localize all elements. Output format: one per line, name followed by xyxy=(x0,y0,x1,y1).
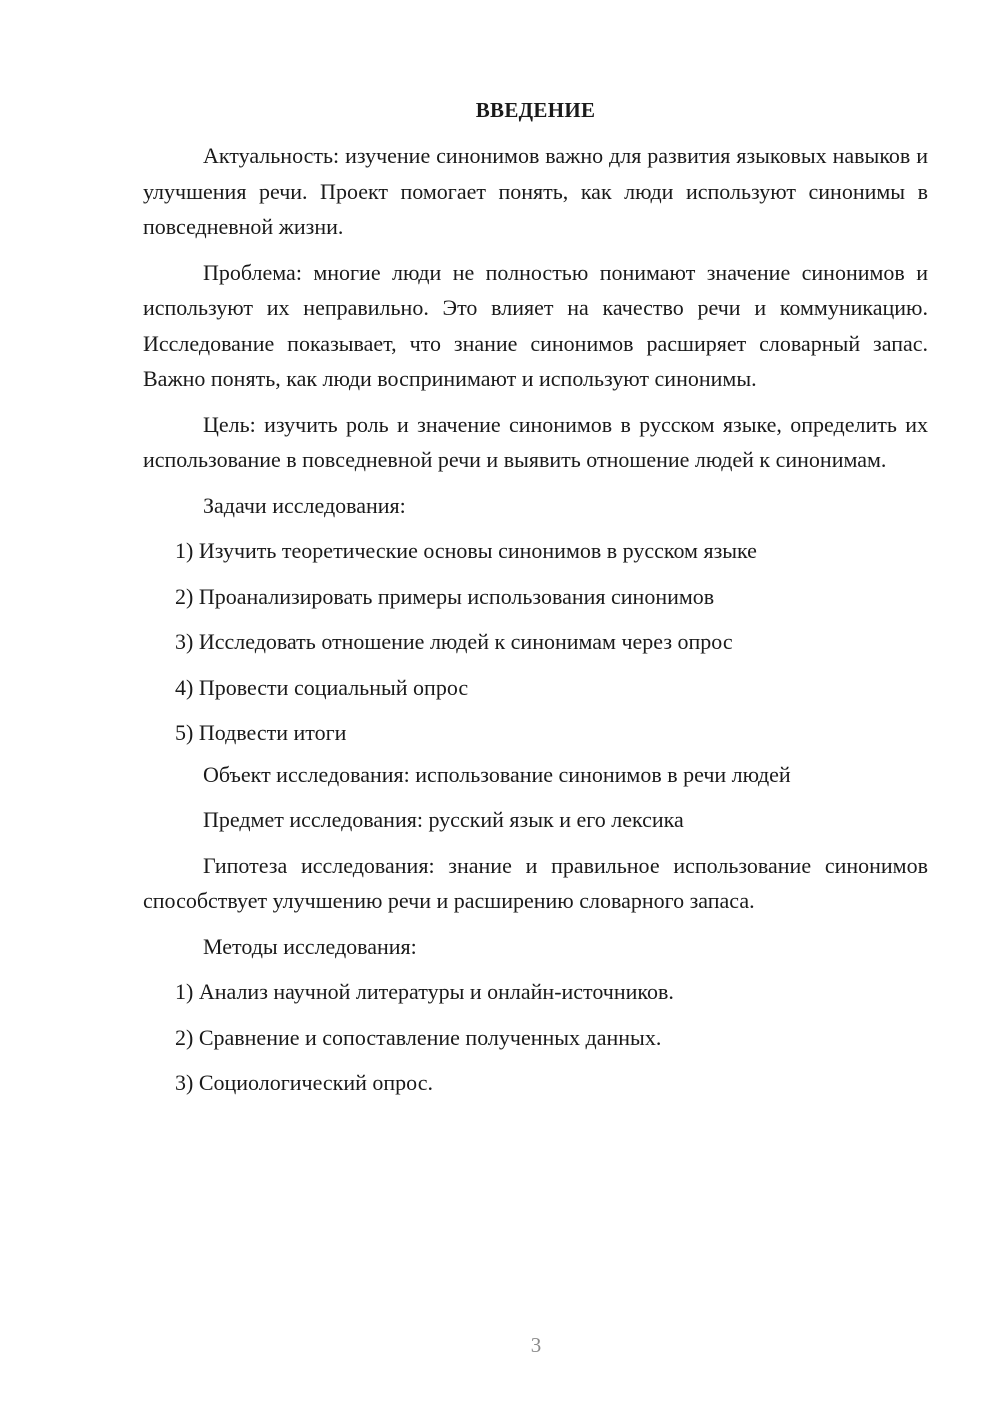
document-page xyxy=(143,92,928,1111)
problem-paragraph: Проблема: многие люди не полностью понимают значение синонимов и используют их неправильно. Это влияет на качество речи и коммуникацию. Исследование показывает, что знание синонимов расширяет словарный запас. Важно понять, как люди воспринимают и используют синонимы. xyxy=(143,259,928,391)
task-item: 1) Изучить теоретические основы синонимов в русском языке xyxy=(175,538,757,563)
hypothesis-paragraph: Гипотеза исследования: знание и правильное использование синонимов способствует улучшению речи и расширению словарного запаса. xyxy=(143,852,928,913)
research-object: Объект исследования: использование синонимов в речи людей xyxy=(203,761,791,787)
task-item: 5) Подвести итоги xyxy=(175,720,347,745)
research-subject: Предмет исследования: русский язык и его лексика xyxy=(203,807,684,832)
task-item: 3) Исследовать отношение людей к синонимам через опрос xyxy=(175,629,733,654)
goal-paragraph: Цель: изучить роль и значение синонимов в русском языке, определить их использование в повседневной речи и выявить отношение людей к синонимам. xyxy=(143,411,928,472)
page-number: 3 xyxy=(530,1333,542,1357)
method-item: 2) Сравнение и сопоставление полученных данных. xyxy=(175,1024,662,1050)
task-item: 2) Проанализировать примеры использования синонимов xyxy=(175,583,715,609)
methods-heading: Методы исследования: xyxy=(203,933,417,959)
page-title: ВВЕДЕНИЕ xyxy=(475,98,596,122)
tasks-heading: Задачи исследования: xyxy=(203,492,406,518)
method-item: 3) Социологический опрос. xyxy=(175,1070,433,1095)
method-item: 1) Анализ научной литературы и онлайн-источников. xyxy=(175,979,674,1004)
task-item: 4) Провести социальный опрос xyxy=(175,674,469,700)
relevance-paragraph: Актуальность: изучение синонимов важно для развития языковых навыков и улучшения речи. Проект помогает понять, как люди используют синонимы в повседневной жизни. xyxy=(143,143,928,239)
